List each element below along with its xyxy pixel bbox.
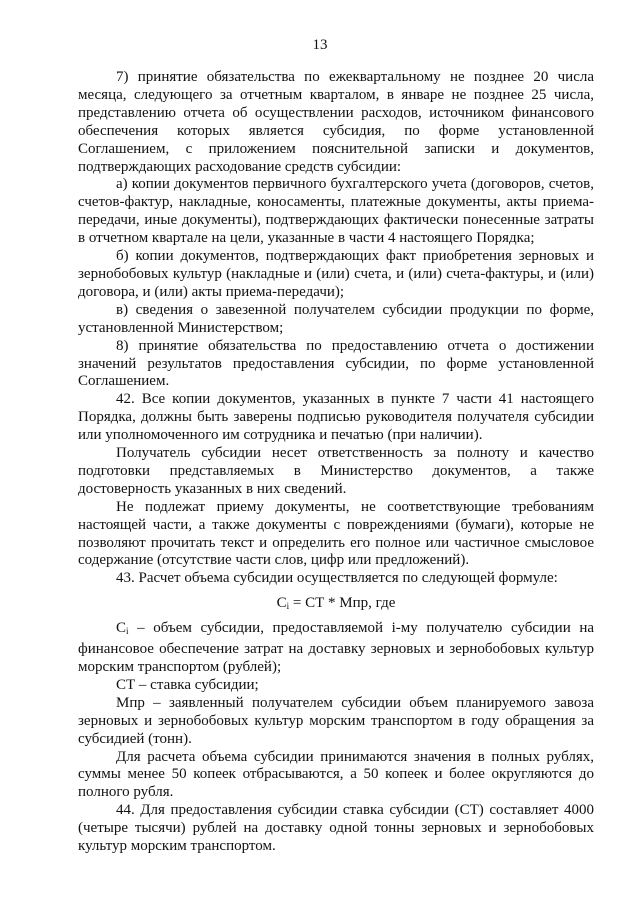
paragraph-item-7: 7) принятие обязательства по ежеквартальному не позднее 20 числа месяца, следующего за отчетным кварталом, в январе не позднее 25 числа, представлению отчета об осуществлении расходов, источником финансового обеспечения которых является субсидия, по форме установленной Соглашением, с приложением пояснительной записки и документов, подтверждающих расходование средств субсидии:	[78, 69, 594, 175]
document-body	[78, 69, 594, 856]
paragraph-subitem-a: а) копии документов первичного бухгалтерского учета (договоров, счетов, счетов-фактур, накладные, коносаменты, платежные документы, акты приема-передачи, иные документы), подтверждающих фактически понесенные затраты в отчетном квартале на цели, указанные в части 4 настоящего Порядка;	[78, 176, 594, 247]
paragraph-responsibility: Получатель субсидии несет ответственность за полноту и качество подготовки представляемых в Министерство документов, а также достоверность указанных в них сведений.	[78, 445, 594, 497]
page-number: 13	[312, 37, 328, 53]
paragraph-section-43: 43. Расчет объема субсидии осуществляется по следующей формуле:	[116, 570, 558, 587]
definition-mpr: Мпр – заявленный получателем субсидии объем планируемого завоза зерновых и зернобобовых культур морским транспортом в году обращения за субсидией (тонн).	[78, 694, 594, 747]
definition-ci-text: – объем субсидии, предоставляемой i-му получателю субсидии на финансовое обеспечение затрат на доставку зерновых и зернобобовых культур морским транспортом (рублей);	[78, 620, 594, 675]
formula-rhs: = СТ * Мпр, где	[289, 595, 396, 612]
paragraph-section-42: 42. Все копии документов, указанных в пункте 7 части 41 настоящего Порядка, должны быть заверены подписью руководителя получателя субсидии или уполномоченного им сотрудника и печатью (при наличии).	[78, 391, 594, 444]
definition-ci	[78, 620, 594, 677]
definition-ci-subscript: i	[126, 626, 129, 637]
paragraph-rejection: Не подлежат приему документы, не соответствующие требованиям настоящей части, а также документы с повреждениями (бумаги), которые не позволяют прочитать текст и определить его полное или частичное смысловое содержание (отсутствие части слов, цифр или предложений).	[78, 498, 594, 569]
formula-lhs: C	[276, 595, 287, 612]
formula-lhs-subscript: i	[286, 601, 290, 612]
paragraph-subitem-b: б) копии документов, подтверждающих факт приобретения зерновых и зернобобовых культур (накладные и (или) счета, и (или) счета-фактуры, и (или) договора, и (или) акты приема-передачи);	[78, 248, 594, 300]
paragraph-section-44: 44. Для предоставления субсидии ставка субсидии (СТ) составляет 4000 (четыре тысячи) рублей на доставку одной тонны зерновых и зернобобовых культур морским транспортом.	[78, 802, 594, 855]
paragraph-rounding: Для расчета объема субсидии принимаются значения в полных рублях, суммы менее 50 копеек отбрасываются, а 50 копеек и более округляются до полного рубля.	[78, 748, 594, 801]
definition-ci-symbol: C	[116, 620, 127, 637]
subsidy-formula	[78, 588, 594, 620]
definition-st: СТ – ставка субсидии;	[116, 676, 259, 693]
paragraph-subitem-v: в) сведения о завезенной получателем субсидии продукции по форме, установленной Министерством;	[78, 301, 594, 336]
paragraph-item-8: 8) принятие обязательства по предоставлению отчета о достижении значений результатов предоставления субсидии, по форме установленной Соглашением.	[78, 337, 594, 390]
